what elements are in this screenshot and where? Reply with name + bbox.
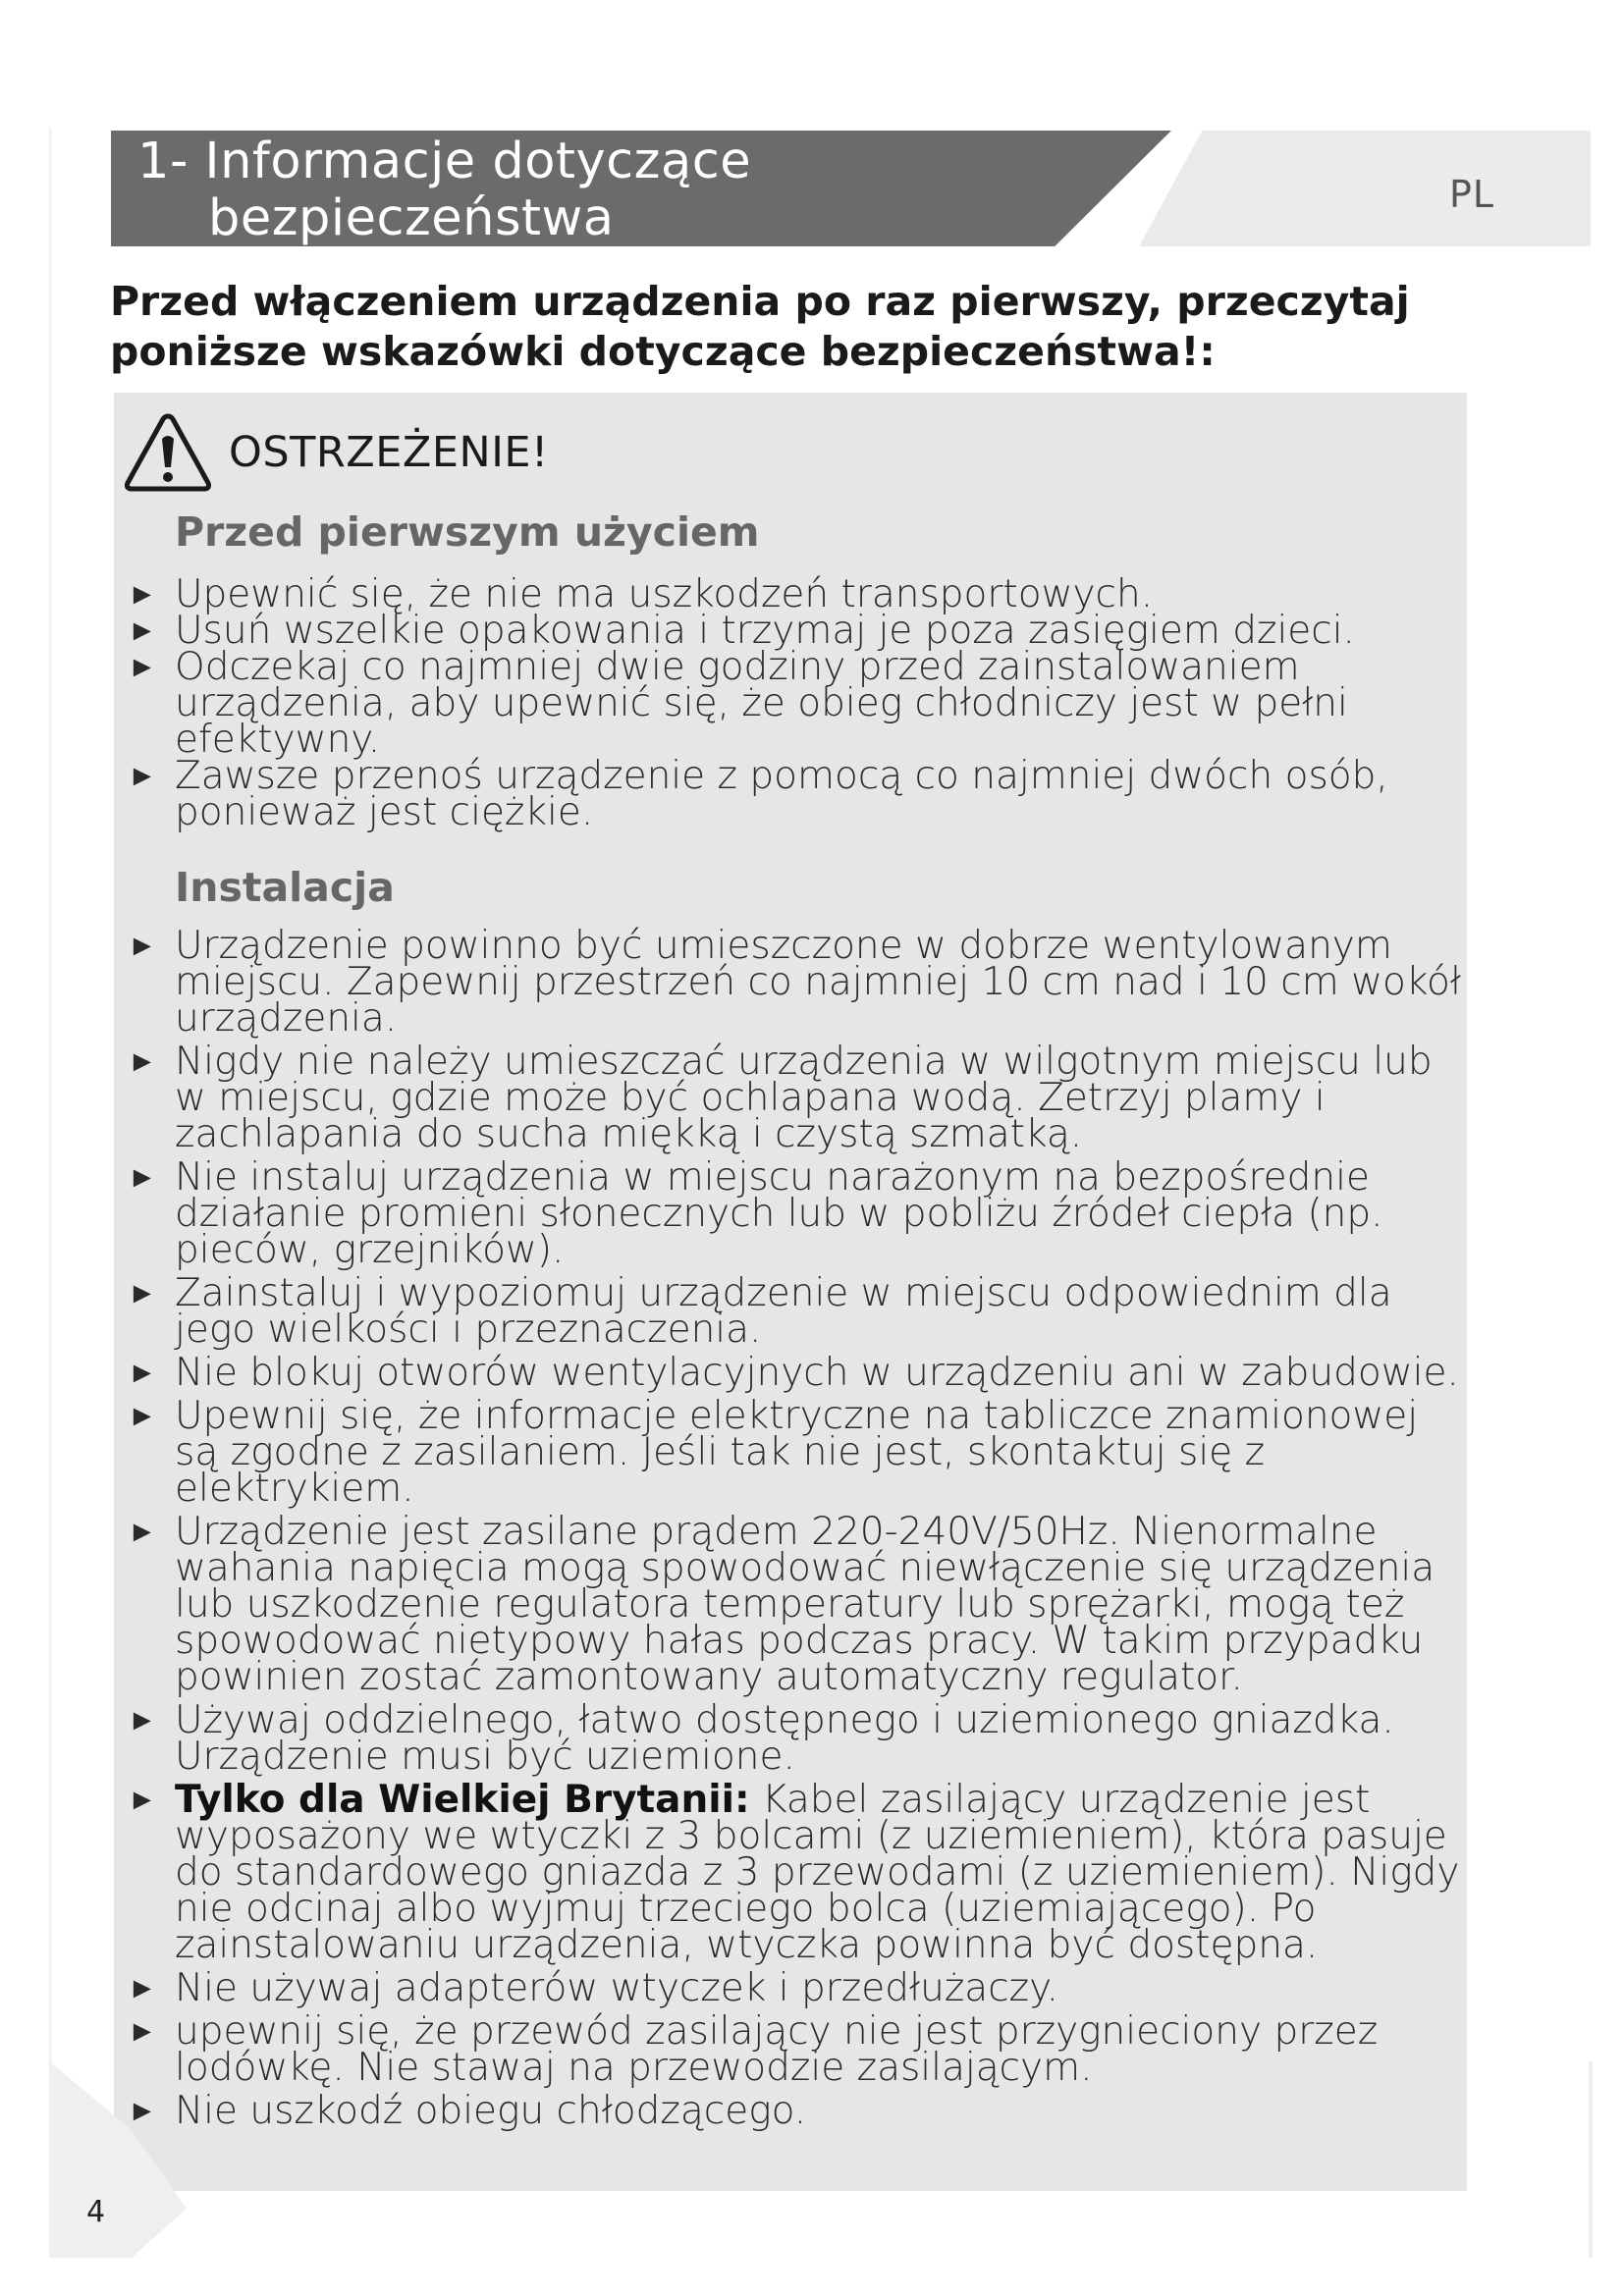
page-margin-line-right — [1589, 2061, 1593, 2258]
uk-only-label: Tylko dla Wielkiej Brytanii: — [175, 1778, 750, 1822]
bullet-arrow-icon: ► — [128, 759, 157, 793]
subheading-installation: Instalacja — [175, 864, 395, 911]
list-item: ► Urządzenie jest zasilane prądem 220-240V/50Hz. Nienormalne wahania napięcia mogą spowodować niewłączenie się urządzenia lub uszkodzenie regulatora temperatury lub sprężarki, mogą też spowodować nietypowy hałas podczas pracy. W takim przypadku powinien zostać zamontowany automatyczny regulator. — [128, 1510, 1435, 1699]
before-first-use-list — [128, 572, 1463, 834]
list-item: ► Nie używaj adapterów wtyczek i przedłużaczy. — [128, 1966, 1059, 2010]
bullet-arrow-icon: ► — [128, 2094, 157, 2128]
bullet-arrow-icon: ► — [128, 929, 157, 963]
uk-only-text: Kabel zasilający urządzenie jest wyposażony we wtyczki z 3 bolcami (z uziemieniem), która pasuje do standardowego gniazda z 3 przewodami (z uziemieniem). Nigdy nie odcinaj albo wyjmuj trzeciego bolca (uziemiającego). Po zainstalowaniu urządzenia, wtyczka powinna być dostępna. — [175, 1778, 1460, 1967]
language-tab — [1139, 131, 1591, 246]
bullet-arrow-icon: ► — [128, 1276, 157, 1310]
warning-title: OSTRZEŻENIE! — [229, 428, 549, 477]
intro-text: Przed włączeniem urządzenia po raz pierwszy, przeczytaj poniższe wskazówki dotyczące bezpieczeństwa!: — [110, 278, 1410, 375]
bullet-arrow-icon: ► — [128, 2014, 157, 2049]
list-item: ► Nigdy nie należy umieszczać urządzenia w wilgotnym miejscu lub w miejscu, gdzie może być ochlapana wodą. Zetrzyj plamy i zachlapania do sucha miękką i czystą szmatką. — [128, 1040, 1433, 1156]
list-item: ► Nie instaluj urządzenia w miejscu narażonym na bezpośrednie działanie promieni słonecznych lub w pobliżu źródeł ciepła (np. pieców, grzejników). — [128, 1155, 1383, 1272]
warning-triangle-icon — [123, 411, 213, 494]
bullet-arrow-icon: ► — [128, 1356, 157, 1390]
bullet-arrow-icon: ► — [128, 577, 157, 612]
bullet-arrow-icon: ► — [128, 1515, 157, 1549]
list-item: ► Urządzenie powinno być umieszczone w dobrze wentylowanym miejscu. Zapewnij przestrzeń co najmniej 10 cm nad i 10 cm wokół urządzenia. — [128, 924, 1461, 1041]
section-title-line1: 1- Informacje dotyczące — [137, 133, 752, 190]
list-item: ► Zawsze przenoś urządzenie z pomocą co najmniej dwóch osób, ponieważ jest ciężkie. — [128, 754, 1388, 834]
list-item: ► upewnij się, że przewód zasilający nie jest przygnieciony przez lodówkę. Nie stawaj na przewodzie zasilającym. — [128, 2009, 1379, 2090]
subheading-before-first-use: Przed pierwszym użyciem — [175, 508, 760, 556]
bullet-arrow-icon: ► — [128, 1703, 157, 1737]
list-item: ► Nie blokuj otworów wentylacyjnych w urządzeniu ani w zabudowie. — [128, 1351, 1459, 1395]
section-title-line2: bezpieczeństwa — [208, 189, 615, 247]
page-margin-line — [49, 128, 52, 2248]
list-item-uk — [128, 1778, 1463, 1967]
list-item: ► Nie uszkodź obiegu chłodzącego. — [128, 2089, 807, 2133]
bullet-arrow-icon: ► — [128, 650, 157, 684]
page-number: 4 — [86, 2195, 106, 2229]
list-item: ► Odczekaj co najmniej dwie godziny przed zainstalowaniem urządzenia, aby upewnić się, że obieg chłodniczy jest w pełni efektywny. — [128, 645, 1348, 762]
installation-list — [128, 924, 1463, 2133]
bullet-arrow-icon: ► — [128, 1044, 157, 1079]
bullet-arrow-icon: ► — [128, 1399, 157, 1433]
list-item: ► Upewnić się, że nie ma uszkodzeń transportowych. — [128, 572, 1154, 616]
bullet-arrow-icon: ► — [128, 1783, 157, 1817]
list-item: ► Upewnij się, że informacje elektryczne na tabliczce znamionowej są zgodne z zasilaniem. Jeśli tak nie jest, skontaktuj się z elektrykiem. — [128, 1394, 1419, 1511]
list-item: ► Usuń wszelkie opakowania i trzymaj je poza zasięgiem dzieci. — [128, 609, 1355, 653]
language-code: PL — [1449, 173, 1495, 216]
bullet-arrow-icon: ► — [128, 1160, 157, 1195]
bullet-arrow-icon: ► — [128, 614, 157, 648]
list-item: ► Zainstaluj i wypoziomuj urządzenie w miejscu odpowiednim dla jego wielkości i przeznaczenia. — [128, 1271, 1392, 1352]
list-item: ► Używaj oddzielnego, łatwo dostępnego i uziemionego gniazdka. Urządzenie musi być uziemione. — [128, 1698, 1394, 1779]
bullet-arrow-icon: ► — [128, 1971, 157, 2005]
section-title — [137, 133, 1021, 247]
